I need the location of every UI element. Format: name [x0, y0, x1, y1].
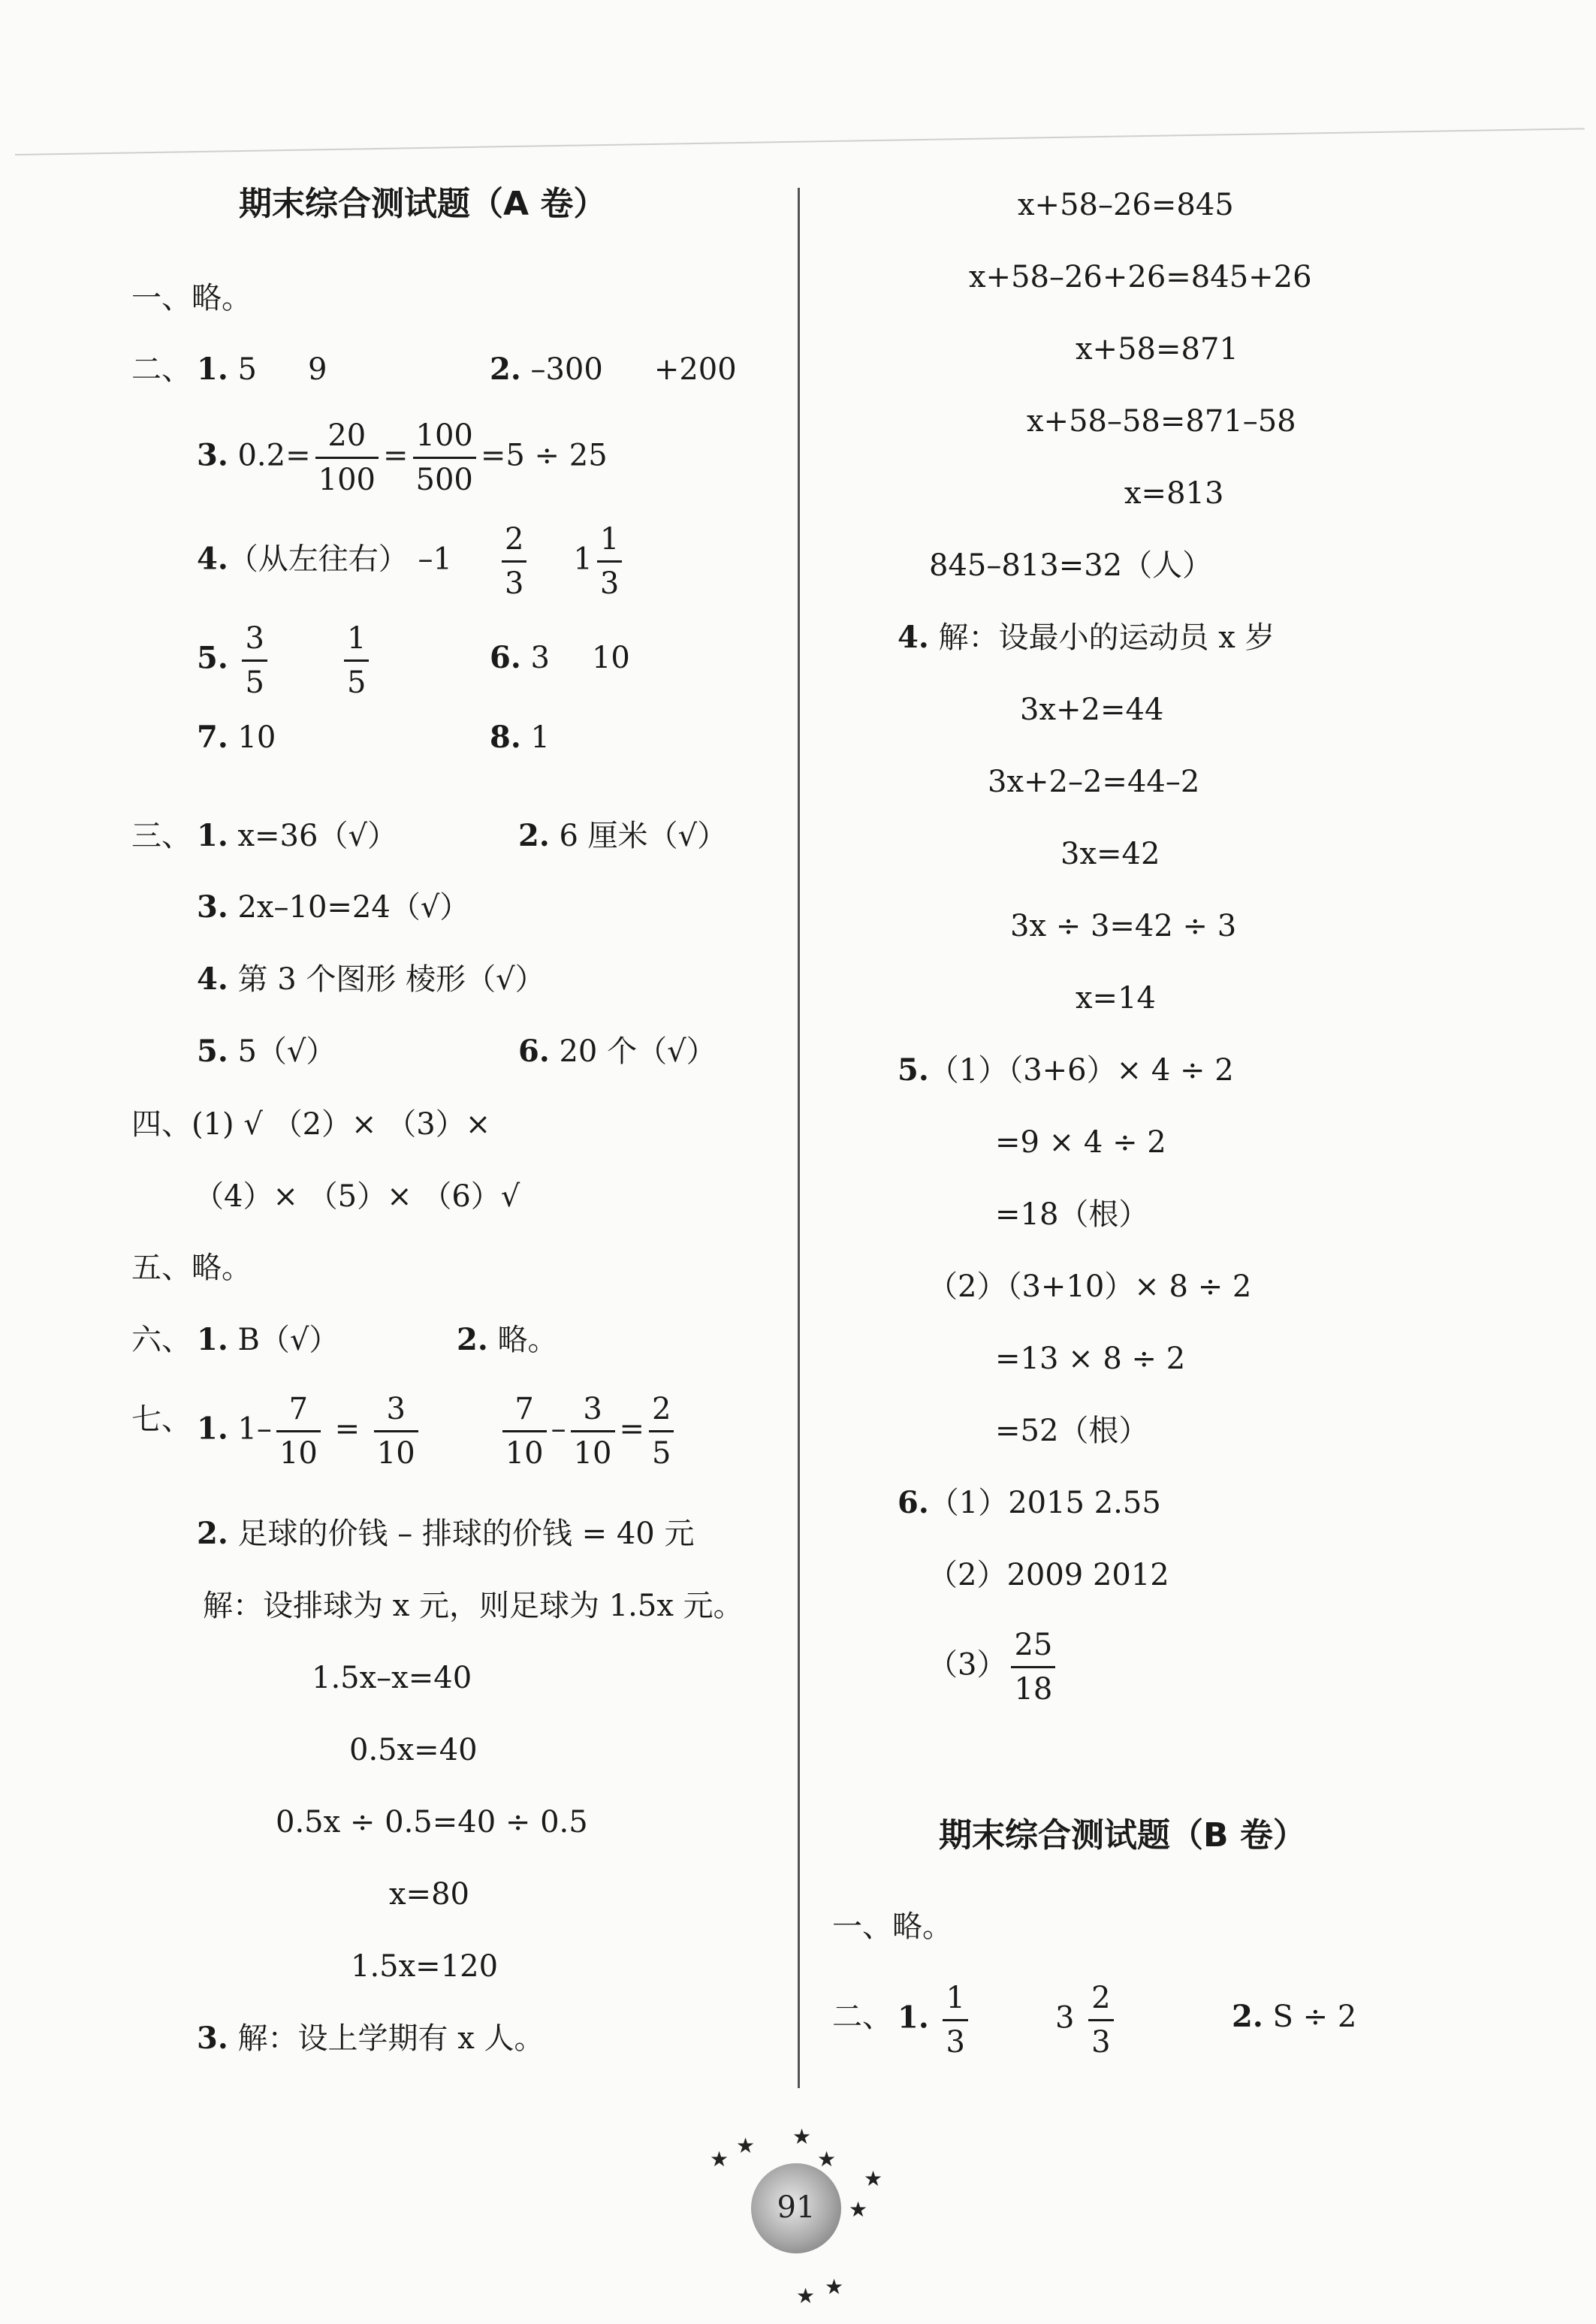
title-a: 期末综合测试题（A 卷） — [239, 185, 607, 223]
r-eq-1: x+58–26=845 — [1018, 188, 1234, 222]
r-q5-eq-1: =9 × 4 ÷ 2 — [995, 1125, 1166, 1160]
q3-5: 5. 5（√） — [197, 1034, 336, 1069]
star-icon: ★ — [792, 2124, 812, 2149]
r-eq-5: x=813 — [1124, 476, 1224, 511]
q2-6: 6. 3 10 — [490, 640, 630, 675]
r-q6-3: （3） $\frac{25}{18}$ — [928, 1630, 1060, 1704]
q7-2-solution: 解：设排球为 x 元，则足球为 1.5x 元。 — [203, 1589, 744, 1623]
star-icon: ★ — [710, 2147, 729, 2172]
section-3-label: 三、 — [131, 819, 192, 853]
r-q4-eq-1: 3x+2=44 — [1020, 693, 1164, 727]
r-q4: 4. 解：设最小的运动员 x 岁 — [898, 620, 1275, 655]
star-icon: ★ — [849, 2197, 868, 2222]
q2-2: 2. –300 +200 — [490, 352, 737, 387]
r-eq-6: 845–813=32（人） — [929, 548, 1213, 583]
q2-4: 4.（从左往右） –1 $\frac{2}{3}$ 1 $\frac{1}{3}$ — [197, 524, 626, 599]
r-q4-eq-4: 3x ÷ 3=42 ÷ 3 — [1010, 909, 1237, 943]
r-eq-4: x+58–58=871–58 — [1027, 404, 1296, 439]
q7-2-eq-1: 1.5x–x=40 — [312, 1661, 472, 1695]
r-q6-2: （2）2009 2012 — [928, 1558, 1169, 1592]
r-q5-eq-3: （2）（3+10）× 8 ÷ 2 — [928, 1269, 1252, 1304]
q2-8: 8. 1 — [490, 720, 550, 755]
r-q6-1: 6.（1）2015 2.55 — [898, 1485, 1161, 1520]
page-number: 91 — [777, 2190, 816, 2225]
r-q5-eq-2: =18（根） — [995, 1197, 1149, 1232]
b-q2-2: 2. S ÷ 2 — [1232, 1999, 1357, 2034]
q2-7: 7. 10 — [197, 720, 276, 755]
q3-2: 2. 6 厘米（√） — [518, 818, 728, 853]
q2-3: 3. 0.2= $\frac{20}{100}$ = $\frac{100}{500}$ =5 ÷ 25 — [197, 418, 608, 497]
q7-2-eq-4: x=80 — [389, 1877, 469, 1912]
r-q5: 5.（1）（3+6）× 4 ÷ 2 — [898, 1052, 1234, 1088]
section-4-line-2: （4）× （5）× （6）√ — [194, 1179, 520, 1214]
q7-2-eq-5: 1.5x=120 — [351, 1949, 499, 1984]
q3-4: 4. 第 3 个图形 棱形（√） — [197, 961, 545, 997]
q7-1: 1. 1– $\frac{7}{10}$ = $\frac{3}{10}$ $\frac{7}{10}$ – $\frac{3}{10}$ = $\frac{2}{5}$ — [197, 1394, 678, 1468]
q6-2: 2. 略。 — [457, 1322, 558, 1357]
star-icon: ★ — [825, 2274, 844, 2299]
star-icon: ★ — [796, 2283, 816, 2308]
page-number-badge — [751, 2163, 841, 2253]
r-q5-eq-4: =13 × 8 ÷ 2 — [995, 1342, 1186, 1376]
b-section-2-label: 二、 — [832, 2000, 892, 2034]
column-divider — [798, 188, 800, 2088]
star-icon: ★ — [736, 2133, 756, 2158]
q3-6: 6. 20 个（√） — [518, 1034, 717, 1069]
q3-3: 3. 2x–10=24（√） — [197, 889, 470, 925]
section-1: 一、略。 — [131, 281, 252, 315]
q2-5: 5. $\frac{3}{5}$ $\frac{1}{5}$ — [197, 623, 373, 698]
star-icon: ★ — [864, 2166, 883, 2191]
b-section-1: 一、略。 — [832, 1909, 952, 1944]
r-eq-2: x+58–26+26=845+26 — [969, 260, 1312, 294]
section-5: 五、略。 — [131, 1251, 252, 1285]
r-eq-3: x+58=871 — [1076, 332, 1238, 367]
b-q2-1: 1. $\frac{1}{3}$ 3 $\frac{2}{3}$ — [898, 1983, 1118, 2057]
q3-1: 1. x=36（√） — [197, 818, 397, 853]
q7-3: 3. 解：设上学期有 x 人。 — [197, 2021, 545, 2056]
r-q5-eq-5: =52（根） — [995, 1414, 1149, 1448]
section-2-label: 二、 — [131, 352, 192, 387]
header-rule — [15, 128, 1585, 155]
r-q4-eq-2: 3x+2–2=44–2 — [988, 765, 1200, 799]
section-6-label: 六、 — [131, 1323, 192, 1357]
q7-2: 2. 足球的价钱 – 排球的价钱 = 40 元 — [197, 1516, 695, 1551]
title-b: 期末综合测试题（B 卷） — [939, 1816, 1306, 1855]
q6-1: 1. B（√） — [197, 1322, 339, 1357]
star-icon: ★ — [817, 2147, 837, 2172]
r-q4-eq-3: 3x=42 — [1060, 837, 1160, 871]
q7-2-eq-2: 0.5x=40 — [349, 1733, 478, 1767]
r-q4-eq-5: x=14 — [1076, 981, 1156, 1016]
q7-2-eq-3: 0.5x ÷ 0.5=40 ÷ 0.5 — [276, 1805, 588, 1840]
q2-1: 1. 5 9 — [197, 352, 327, 387]
section-7-label: 七、 — [131, 1402, 192, 1437]
section-4-line-1: 四、(1) √ （2）× （3）× — [131, 1107, 491, 1142]
